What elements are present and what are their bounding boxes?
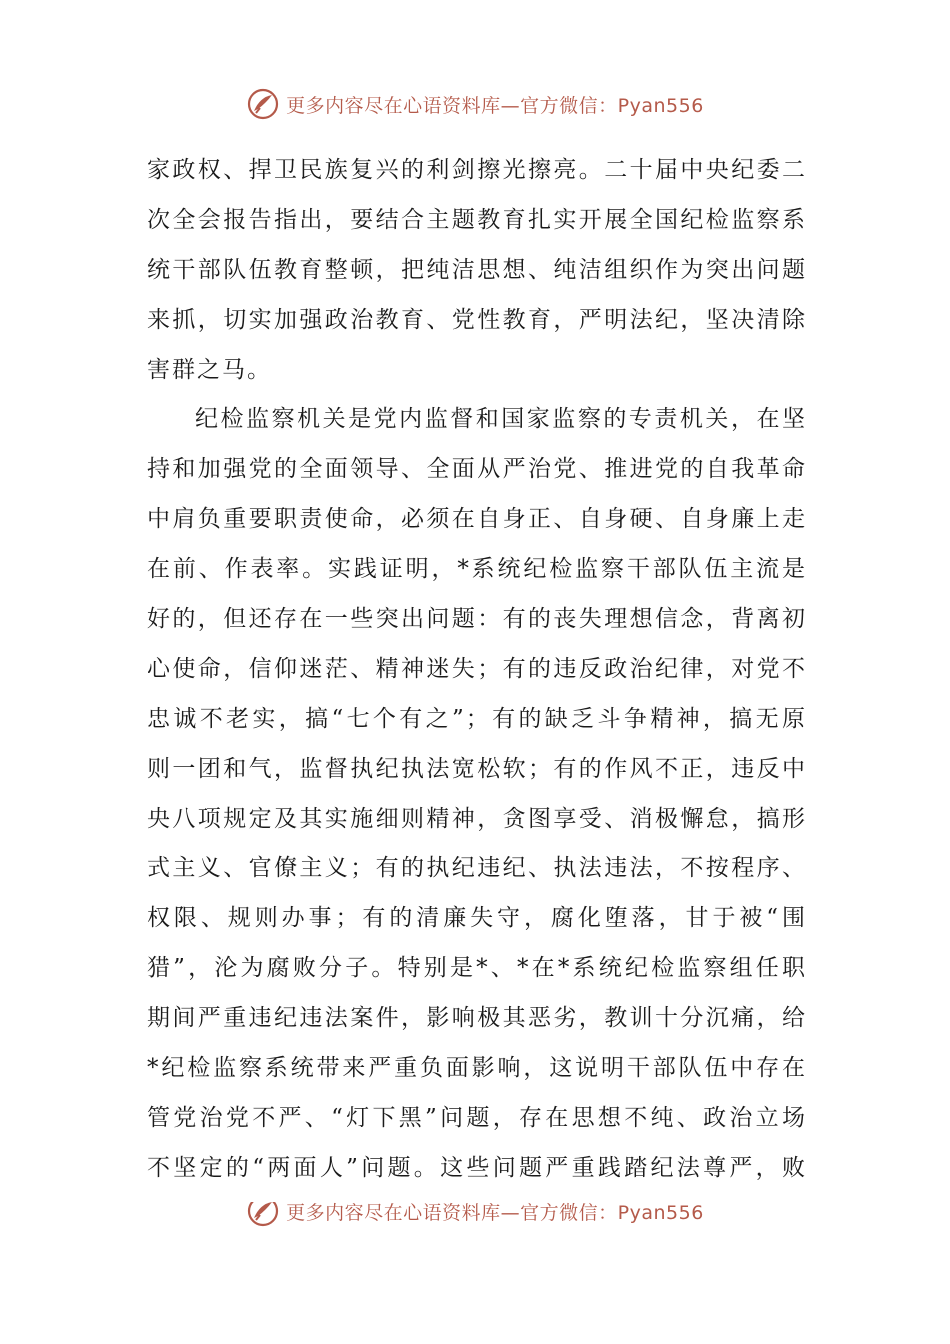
- text-line: 式主义、官僚主义；有的执纪违纪、执法违法，不按程序、: [147, 855, 807, 882]
- footer-banner: [0, 1202, 950, 1236]
- text-line: 央八项规定及其实施细则精神，贪图享受、消极懈怠，搞形: [147, 805, 807, 832]
- text-line: 管党治党不严、“灯下黑”问题，存在思想不纯、政治立场: [147, 1104, 807, 1131]
- text-line: 次全会报告指出，要结合主题教育扎实开展全国纪检监察系: [147, 206, 807, 233]
- text-line: 期间严重违纪违法案件，影响极其恶劣，教训十分沉痛，给: [147, 1005, 807, 1032]
- header-banner-text: 更多内容尽在心语资料库—官方微信：Pyan556: [286, 94, 704, 117]
- text-line: 纪检监察机关是党内监督和国家监察的专责机关，在坚: [195, 406, 807, 433]
- text-line: 好的，但还存在一些突出问题：有的丧失理想信念，背离初: [147, 606, 807, 633]
- document-body: [147, 146, 807, 1194]
- text-line: 不坚定的“两面人”问题。这些问题严重践踏纪法尊严，败: [147, 1154, 807, 1181]
- text-line: 来抓，切实加强政治教育、党性教育，严明法纪，坚决清除: [147, 306, 807, 333]
- text-line: 统干部队伍教育整顿，把纯洁思想、纯洁组织作为突出问题: [147, 256, 807, 283]
- header-banner: [0, 84, 950, 124]
- text-line: 则一团和气，监督执纪执法宽松软；有的作风不正，违反中: [147, 755, 807, 782]
- text-line: 持和加强党的全面领导、全面从严治党、推进党的自我革命: [147, 456, 807, 483]
- footer-banner-text: 更多内容尽在心语资料库—官方微信：Pyan556: [286, 1202, 704, 1224]
- text-line: 权限、规则办事；有的清廉失守，腐化堕落，甘于被“围: [147, 905, 807, 932]
- text-line: 中肩负重要职责使命，必须在自身正、自身硬、自身廉上走: [147, 506, 807, 533]
- text-line: *纪检监察系统带来严重负面影响，这说明干部队伍中存在: [147, 1055, 807, 1082]
- pen-circle-logo-icon: [246, 1202, 280, 1228]
- text-line: 忠诚不老实，搞“七个有之”；有的缺乏斗争精神，搞无原: [147, 705, 807, 732]
- text-line: 家政权、捍卫民族复兴的利剑擦光擦亮。二十届中央纪委二: [147, 157, 807, 183]
- text-line: 心使命，信仰迷茫、精神迷失；有的违反政治纪律，对党不: [147, 655, 807, 682]
- text-line: 猎”，沦为腐败分子。特别是*、*在*系统纪检监察组任职: [147, 955, 807, 982]
- text-line: 害群之马。: [147, 356, 272, 383]
- pen-circle-logo-icon: [246, 87, 280, 121]
- text-line: 在前、作表率。实践证明，*系统纪检监察干部队伍主流是: [147, 556, 807, 583]
